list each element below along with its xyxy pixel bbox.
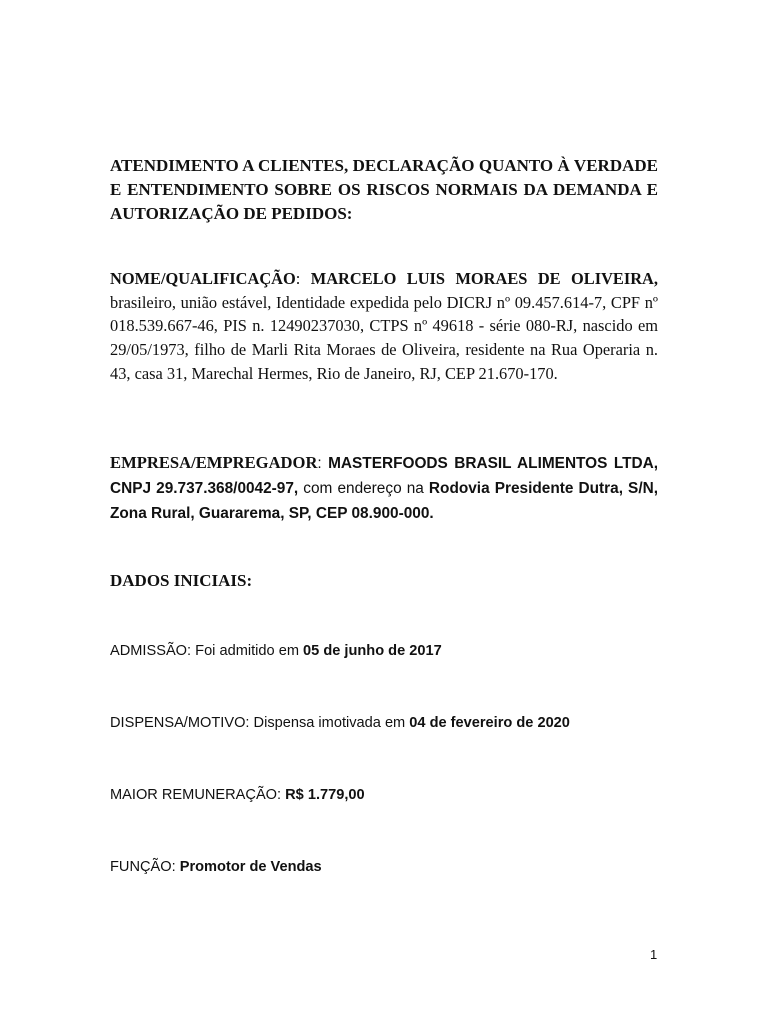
empresa-paragraph bbox=[110, 450, 658, 526]
field-funcao bbox=[110, 857, 322, 877]
field-dispensa bbox=[110, 713, 570, 733]
company-address-intro: com endereço na bbox=[298, 480, 429, 497]
dispensa-text: : Dispensa imotivada em bbox=[245, 715, 410, 731]
admissao-label: ADMISSÃO bbox=[110, 643, 188, 659]
admissao-text: : Foi admitido em bbox=[187, 643, 304, 659]
dispensa-value: 04 de fevereiro de 2020 bbox=[409, 715, 570, 731]
field-admissao bbox=[110, 641, 442, 661]
dados-iniciais-title: DADOS INICIAIS: bbox=[110, 571, 253, 590]
remuneracao-text: : bbox=[277, 787, 286, 803]
client-details: brasileiro, união estável, Identidade expedida pelo DICRJ nº 09.457.614-7, CPF nº 018.539.667-46, PIS n. 12490237030, CTPS nº 49618 - série 080-RJ, nascido em 29/05/1973, filho de Marli Rita Moraes de Oliveira, residente na Rua Operaria n. 43, casa 31, Marechal Hermes, Rio de Janeiro, RJ, CEP 21.670-170. bbox=[110, 292, 658, 383]
funcao-text: : bbox=[171, 859, 180, 875]
admissao-value: 05 de junho de 2017 bbox=[303, 643, 442, 659]
company-name: MASTERFOODS BRASIL ALIMENTOS LTDA, CNPJ 29.737.368/0042-97, bbox=[110, 455, 658, 497]
field-maior-remuneracao bbox=[110, 785, 365, 805]
empresa-label: EMPRESA/EMPREGADOR bbox=[110, 453, 318, 472]
remuneracao-value: R$ 1.779,00 bbox=[285, 787, 365, 803]
company-address: Rodovia Presidente Dutra, S/N, Zona Rural, Guararema, SP, CEP 08.900-000. bbox=[110, 480, 658, 522]
remuneracao-label: MAIOR REMUNERAÇÃO bbox=[110, 787, 278, 803]
empresa-colon: : bbox=[317, 455, 329, 472]
dispensa-label: DISPENSA/MOTIVO bbox=[110, 715, 246, 731]
document-heading: ATENDIMENTO A CLIENTES, DECLARAÇÃO QUANTO À VERDADE E ENTENDIMENTO SOBRE OS RISCOS NORMAIS DA DEMANDA E AUTORIZAÇÃO DE PEDIDOS: bbox=[110, 156, 658, 223]
qualificacao-colon: : bbox=[295, 269, 311, 288]
client-name: MARCELO LUIS MORAES DE OLIVEIRA, bbox=[310, 269, 658, 288]
qualificacao-label: NOME/QUALIFICAÇÃO bbox=[110, 269, 296, 288]
page-number: 1 bbox=[650, 947, 658, 962]
funcao-value: Promotor de Vendas bbox=[179, 859, 322, 875]
funcao-label: FUNÇÃO bbox=[110, 859, 172, 875]
qualificacao-paragraph bbox=[110, 267, 658, 386]
